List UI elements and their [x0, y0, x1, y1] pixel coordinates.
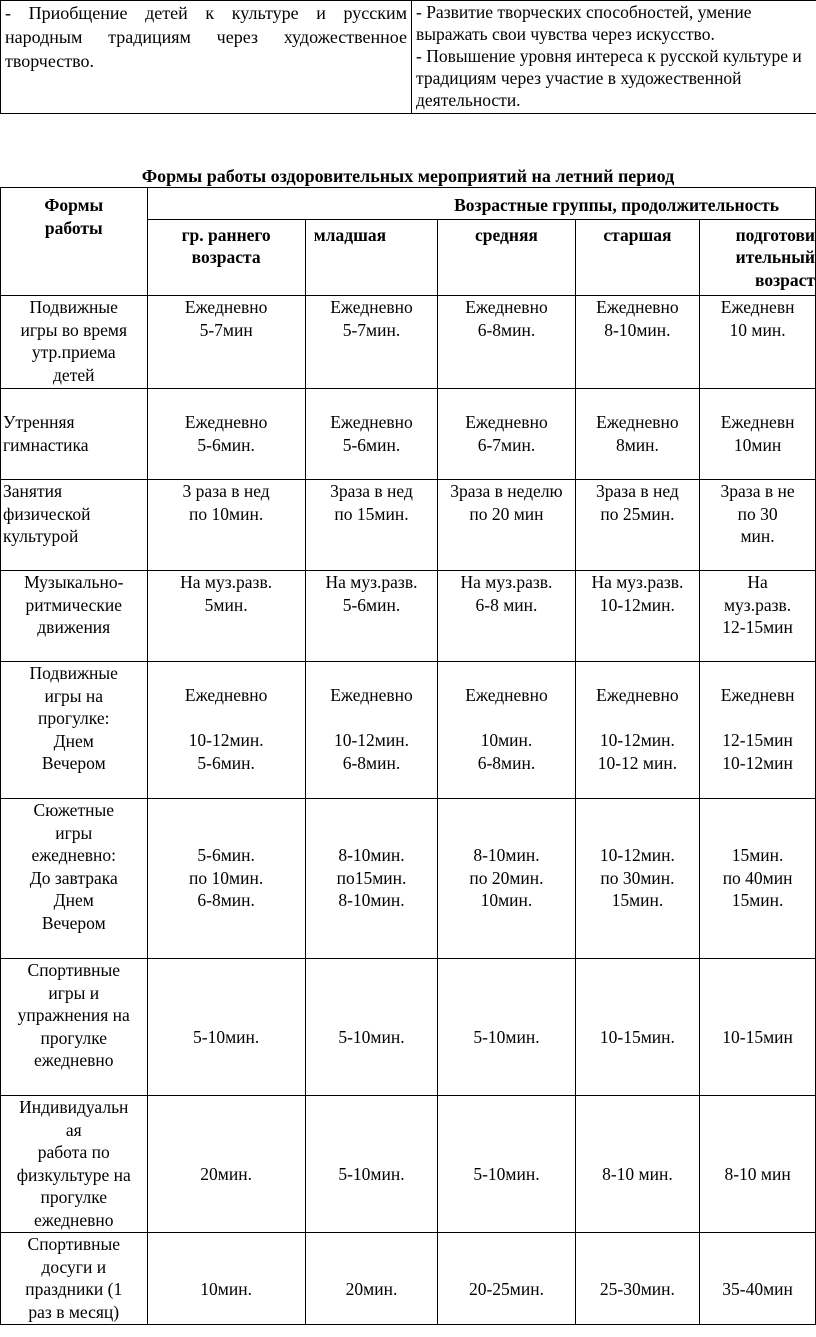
activity-label: Утренняя гимнастика — [1, 389, 148, 480]
duration-cell: Ежедневн 10 мин. — [700, 296, 816, 389]
age-groups-header: Возрастные группы, продолжительность — [147, 188, 815, 220]
duration-cell: 3раза в неделю по 20 мин — [438, 480, 575, 571]
duration-cell: 3раза в нед по 15мин. — [305, 480, 437, 571]
duration-cell: Ежедневно 6-7мин. — [438, 389, 575, 480]
duration-cell: 10-12мин. по 30мин. 15мин. — [575, 799, 700, 959]
duration-cell: 3раза в нед по 25мин. — [575, 480, 700, 571]
duration-cell: 3раза в не по 30 мин. — [700, 480, 816, 571]
duration-cell: 5-10мин. — [438, 1096, 575, 1233]
group-header: средняя — [438, 219, 575, 296]
duration-cell: Ежедневно 10-12мин. 5-6мин. — [147, 662, 305, 799]
duration-cell: 3 раза в нед по 10мин. — [147, 480, 305, 571]
results-cell — [412, 1, 816, 114]
table-row — [1, 389, 816, 480]
table-body — [1, 296, 816, 1325]
duration-cell: 25-30мин. — [575, 1233, 700, 1325]
duration-cell: 35-40мин — [700, 1233, 816, 1325]
table-row — [1, 662, 816, 799]
header-row — [1, 188, 816, 220]
duration-cell: 8-10 мин — [700, 1096, 816, 1233]
group-header: гр. раннего возраста — [147, 219, 305, 296]
goals-row — [1, 1, 816, 114]
group-header: младшая — [305, 219, 437, 296]
activity-label: Занятия физической культурой — [1, 480, 148, 571]
duration-cell: Ежедневно 10-12мин. 6-8мин. — [305, 662, 437, 799]
table-row — [1, 959, 816, 1096]
goal-cell: - Приобщение детей к культуре и русским народным традициям через художественное творчество. — [1, 1, 412, 114]
activity-label: Подвижные игры на прогулке: Днем Вечером — [1, 662, 148, 799]
duration-cell: 5-10мин. — [147, 959, 305, 1096]
duration-cell: 10-15мин. — [575, 959, 700, 1096]
activity-label: Сюжетные игры ежедневно: До завтрака Днем Вечером — [1, 799, 148, 959]
result-item: - Развитие творческих способностей, умение выражать свои чувства через искусство. — [416, 2, 752, 44]
duration-cell: 5-10мин. — [305, 1096, 437, 1233]
section-title: Формы работы оздоровительных мероприятий на летний период — [141, 166, 675, 186]
table-row — [1, 1233, 816, 1325]
table-row — [1, 296, 816, 389]
activity-label: Подвижные игры во время утр.приема детей — [1, 296, 148, 389]
duration-cell: Ежедневно 5-6мин. — [147, 389, 305, 480]
activity-label: Спортивные игры и упражнения на прогулке ежедневно — [1, 959, 148, 1096]
duration-cell: На муз.разв. 12-15мин — [700, 571, 816, 662]
duration-cell: Ежедневно 10-12мин. 10-12 мин. — [575, 662, 700, 799]
table-row — [1, 799, 816, 959]
duration-cell: 8-10мин. по 20мин. 10мин. — [438, 799, 575, 959]
duration-cell: 8-10мин. по15мин. 8-10мин. — [305, 799, 437, 959]
forms-header: Формы работы — [1, 188, 148, 296]
duration-cell: Ежедневно 5-6мин. — [305, 389, 437, 480]
duration-cell: Ежедневно 8мин. — [575, 389, 700, 480]
duration-cell: 15мин. по 40мин 15мин. — [700, 799, 816, 959]
duration-cell: Ежедневн 12-15мин 10-12мин — [700, 662, 816, 799]
duration-cell: 10мин. — [147, 1233, 305, 1325]
duration-cell: 5-10мин. — [438, 959, 575, 1096]
duration-cell: На муз.разв. 5-6мин. — [305, 571, 437, 662]
duration-cell: На муз.разв. 5мин. — [147, 571, 305, 662]
duration-cell: 10-15мин — [700, 959, 816, 1096]
group-header: подготови ительный возраст — [700, 219, 816, 296]
health-activities-table — [0, 187, 816, 1325]
table-row — [1, 480, 816, 571]
goals-table — [0, 0, 816, 114]
duration-cell: 20мин. — [305, 1233, 437, 1325]
activity-label: Спортивные досуги и праздники (1 раз в месяц) — [1, 1233, 148, 1325]
duration-cell: 5-10мин. — [305, 959, 437, 1096]
duration-cell: На муз.разв. 6-8 мин. — [438, 571, 575, 662]
duration-cell: Ежедневно 5-7мин. — [305, 296, 437, 389]
duration-cell: 5-6мин. по 10мин. 6-8мин. — [147, 799, 305, 959]
duration-cell: Ежедневно 6-8мин. — [438, 296, 575, 389]
table-row — [1, 571, 816, 662]
duration-cell: Ежедневно 5-7мин — [147, 296, 305, 389]
duration-cell: Ежедневно 10мин. 6-8мин. — [438, 662, 575, 799]
group-header: старшая — [575, 219, 700, 296]
table-row — [1, 1096, 816, 1233]
activity-label: Музыкально- ритмические движения — [1, 571, 148, 662]
result-item: - Повышение уровня интереса к русской культуре и традициям через участие в художественной деятельности. — [416, 46, 802, 110]
duration-cell: Ежедневно 8-10мин. — [575, 296, 700, 389]
duration-cell: 8-10 мин. — [575, 1096, 700, 1233]
duration-cell: На муз.разв. 10-12мин. — [575, 571, 700, 662]
duration-cell: 20-25мин. — [438, 1233, 575, 1325]
activity-label: Индивидуальн ая работа по физкультуре на прогулке ежедневно — [1, 1096, 148, 1233]
duration-cell: 20мин. — [147, 1096, 305, 1233]
duration-cell: Ежедневн 10мин — [700, 389, 816, 480]
